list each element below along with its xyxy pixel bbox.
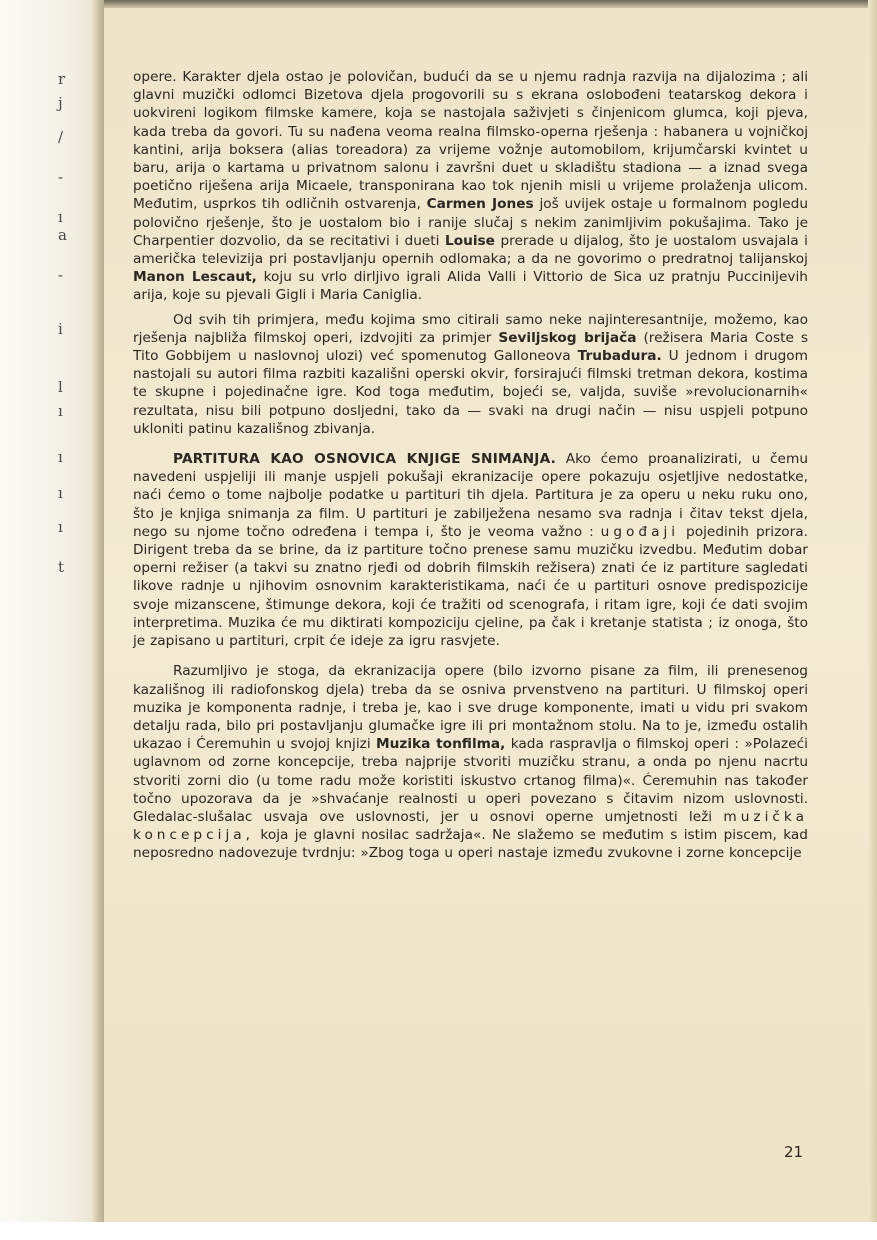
text-run: pojedinih prizora. Dirigent treba da se brine, da iz partiture točno prenese samu muzičku izvedbu. Međutim dobar operni režiser (a takvi su znatno rjeđi od dobrih filmskih režisera) znati će iz partiture sagledati likove radnje u njihovim osnovnim karakteristikama, naći će u partituri osnove predispozicije svoje mizanscene, štimunge dekora, koji će tražiti od scenografa, i ritam igre, koji će dati svojim interpretima. Muzika će mu diktirati kompoziciju cjeline, pa čak i kretanje statista ; iz onoga, što je zapisano u partituri, crpit će ideje za igru rasvjete. — [133, 523, 808, 650]
film-title: Trubadura. — [577, 348, 662, 365]
bleed-letter: ı — [58, 208, 63, 226]
bleed-letter: ı — [58, 402, 63, 420]
page-number: 21 — [784, 1143, 804, 1161]
film-title: Manon Lescaut, — [133, 269, 257, 286]
film-title: Seviljskog brijača — [498, 329, 637, 346]
body-text — [133, 68, 808, 863]
bleed-letter: r — [58, 70, 66, 88]
text-run: Razumljivo je stoga, da ekranizacija opere (bilo izvorno pisane za film, ili prenesenog kazališnog ili radiofonskog djela) treba da se osniva prvenstveno na partituri. U filmskoj operi muzika je komponenta radnje, i treba je, kao i sve druge komponente, imati u vidu pri svakom detalju rada, bilo pri postavljanju glumačke igre ili pri montažnom stolu. Na to je, između ostalih ukazao i Ćeremuhin u svojoj knjizi — [133, 663, 808, 753]
emphasized-phrase: muzička koncepcija, — [133, 808, 808, 844]
page-top-shadow — [104, 0, 877, 8]
text-run: U jednom i drugom nastojali su autori filma razbiti kazališni operski okvir, forsirajući filmski tretman dekora, kostima te skupne i pojedinačne igre. Kod toga međutim, bojeći se, valjda, suviše »revolucionarnih« rezultata, nisu bili potpuno dosljedni, tako da — svaki na drugi način — nisu uspjeli potpuno ukloniti patinu kazališnog zbivanja. — [133, 348, 808, 437]
text-run: koja je glavni nosilac sadržaja«. Ne slažemo se međutim s istim piscem, kad neposredno nadovezuje tvrdnju: »Zbog toga u operi nastaje između zvukovne i zorne koncepcije — [133, 827, 808, 862]
text-run: Od svih tih primjera, među kojima smo citirali samo neke najinteresantnije, možemo, kao rješenja najbliža filmskoj operi, izdvojiti za primjer — [133, 311, 808, 346]
bleed-letter: - — [58, 168, 64, 186]
text-run: (režisera Maria Coste s Tito Gobbijem u naslovnoj ulozi) već spomenutog Galloneova — [133, 329, 808, 365]
bleed-letter: l — [58, 378, 63, 396]
bleed-letter: ı — [58, 518, 63, 536]
emphasized-word: ugođaji — [600, 523, 680, 540]
book-title: Muzika tonfilma, — [375, 736, 506, 753]
page-right-edge — [868, 0, 877, 1222]
film-title: Carmen Jones — [426, 196, 534, 213]
scan-bottom-margin — [0, 1222, 877, 1240]
bleed-letter: a — [58, 226, 67, 244]
bleed-letter: ı — [58, 484, 63, 502]
paragraph-3 — [133, 450, 808, 650]
bleed-letter: / — [58, 128, 64, 146]
text-run: Ako ćemo proanalizirati, u čemu navedeni uspjeliji ili manje uspjeli pokušaji ekranizacije opere pokazuju osjetljive nedostatke, naći ćemo o tome najbolje podatke u partituri tih djela. Partitura je za operu u neku ruku ono, što je knjiga snimanja za film. U partituri je zabilježena nesamo sva radnja i čitav tekst djela, nego su njome točno određena i tempa i, što je veoma važno : — [133, 451, 808, 540]
text-run: koju su vrlo dirljivo igrali Alida Valli i Vittorio de Sica uz pratnju Puccinijevih arija, koje su pjevali Gigli i Maria Caniglia. — [133, 269, 808, 304]
paragraph-2 — [133, 311, 808, 438]
bleed-letter: i — [58, 320, 63, 338]
film-title: Louise — [444, 232, 495, 249]
bleed-letter: t — [58, 558, 65, 576]
bleed-letter: - — [58, 266, 64, 284]
section-heading: PARTITURA KAO OSNOVICA KNJIGE SNIMANJA. — [173, 451, 557, 468]
text-run: još uvijek ostaje u formalnom pogledu polovično rješenje, što je uostalom bio i ranije slučaj s nekim zanimljivim pokušajima. Tako je Charpentier dozvolio, da se recitativi i dueti — [133, 196, 809, 249]
facing-page-edge — [0, 0, 98, 1240]
bleed-letter: j — [58, 94, 63, 112]
bleed-letter: ı — [58, 448, 63, 466]
text-run: prerade u dijalog, što je uostalom usvajala i američka televizija pri postavljanju opernih odlomaka; a da ne govorimo o predratnoj talijanskoj — [133, 232, 808, 268]
gutter-shadow — [92, 0, 104, 1240]
paragraph-4 — [133, 662, 808, 862]
text-run: kada raspravlja o filmskoj operi : »Polazeći uglavnom od zorne koncepcije, treba najprije stvoriti muzičku stranu, a onda po njenu nacrtu stvoriti zorni dio (u tome radu može koristiti iskustvo crtanog filma)«. Ćeremuhin nas također točno upozorava da je »shvaćanje realnosti u operi povezano s čitavim nizom uslovnosti. Gledalac-slušalac usvaja ove uslovnosti, jer u osnovi operne umjetnosti leži — [133, 736, 808, 825]
paragraph-1 — [133, 68, 808, 305]
text-run: opere. Karakter djela ostao je polovičan, budući da se u njemu radnja razvija na dijalozima ; ali glavni muzički odlomci Bizetova djela progovorili su s ekrana oslobođeni teatarskog dekora i uokvireni logikom filmske kamere, koja se nastojala saživjeti s činjenicom glumca, koji pjeva, kada treba da govori. Tu su nađena veoma realna filmsko-operna rješenja : habanera u vojničkoj kantini, arija boksera (alias toreadora) za vrijeme vožnje automobilom, krijumčarski kvintet u baru, arija o kartama u privatnom salonu i završni duet u skladištu stadiona — a iznad svega poetično riješena arija Micaele, transponirana kao tok njenih misli u vrijeme prolaženja ulicom. Međutim, usprkos tih odličnih ostvarenja, — [133, 69, 808, 213]
